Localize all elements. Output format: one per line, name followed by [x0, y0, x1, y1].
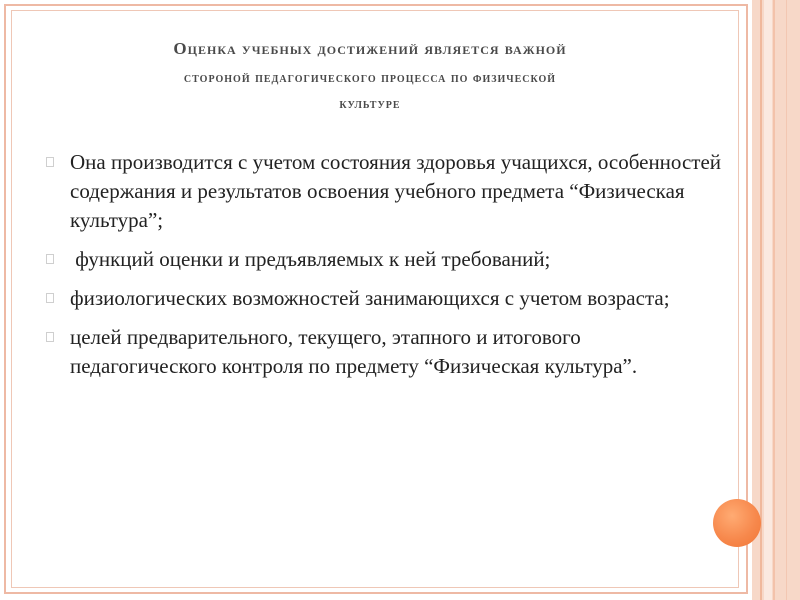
title-line: Оценка учебных достижений является важной	[173, 39, 567, 58]
bullet-list	[44, 148, 727, 391]
list-item	[44, 284, 724, 313]
square-bullet-icon	[46, 157, 54, 167]
side-band-highlight	[764, 0, 772, 600]
list-item-text: Она производится с учетом состояния здоровья учащихся, особенностей содержания и результатов освоения учебного предмета “Физическая культура”;	[70, 150, 727, 232]
slide-title	[40, 34, 700, 116]
title-line: культуре	[339, 97, 401, 112]
square-bullet-icon	[46, 293, 54, 303]
list-item-text: функций оценки и предъявляемых к ней требований;	[70, 247, 551, 271]
orange-circle-icon	[713, 499, 761, 547]
side-band-stripe	[760, 0, 762, 600]
title-line: стороной педагогического процесса по физической	[183, 71, 557, 86]
side-band-stripe	[773, 0, 775, 600]
list-item-text: физиологических возможностей занимающихся с учетом возраста;	[70, 286, 670, 310]
square-bullet-icon	[46, 332, 54, 342]
list-item	[44, 323, 724, 381]
list-item-text: целей предварительного, текущего, этапного и итогового педагогического контроля по предмету “Физическая культура”.	[70, 325, 638, 378]
list-item	[44, 148, 727, 235]
list-item	[44, 245, 724, 274]
side-band-stripe	[786, 0, 787, 600]
square-bullet-icon	[46, 254, 54, 264]
